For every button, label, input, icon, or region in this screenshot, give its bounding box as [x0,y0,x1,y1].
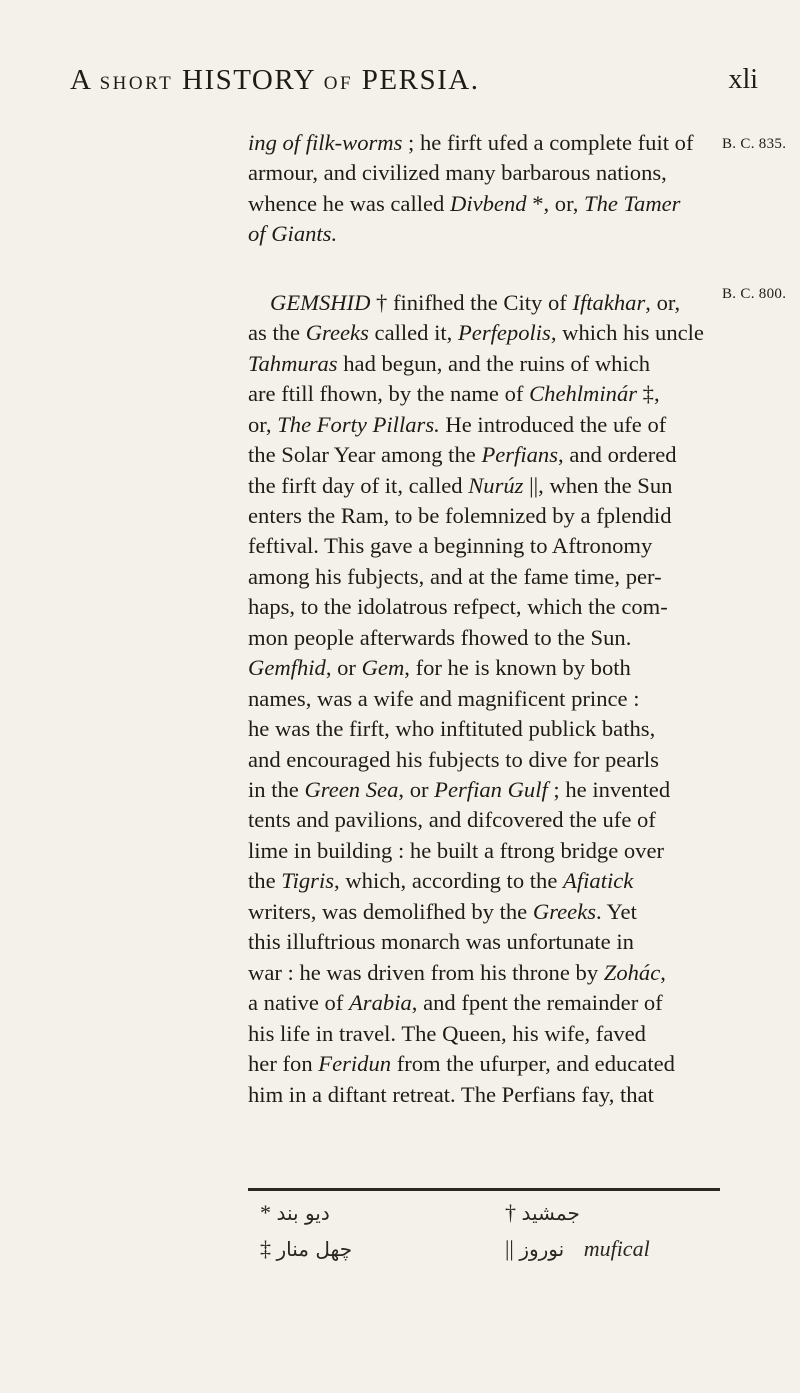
text-line: in the Green Sea, or Perfian Gulf ; he invented [248,777,671,802]
text-line: haps, to the idolatrous refpect, which the com- [248,594,668,620]
running-header [70,48,758,108]
text-line: names, was a wife and magnificent prince : [248,685,640,711]
running-title: A SHORT HISTORY OF PERSIA. [70,64,480,96]
text-line: GEMSHID † finifhed the City of Iftakhar, or, [270,289,681,315]
text-line: whence he was called Divbend *, or, The Tamer [248,190,681,216]
footnote-rule [248,1188,720,1191]
text-line: her fon Feridun from the ufurper, and educated [248,1051,675,1077]
text-line: the Tigris, which, according to the Afiatick [248,868,634,894]
page-number: xli [728,64,758,95]
text-line: of Giants. [248,221,338,247]
text-line: this illuftrious monarch was unfortunate in [248,929,634,955]
footnote-2: † جمشید [505,1200,580,1225]
text-line: armour, and civilized many barbarous nations, [248,160,667,186]
margin-date-835: B. C. 835. [722,136,787,152]
text-line: as the Greeks called it, Perfepolis, which his uncle [248,320,704,346]
text-line: writers, was demolifhed by the Greeks. Yet [248,898,637,924]
text-line: enters the Ram, to be folemnized by a fplendid [248,502,672,528]
text-line: the firft day of it, called Nurúz ||, when the Sun [248,472,673,498]
text-line: he was the firft, who inftituted publick baths, [248,716,656,742]
text-line: Gemfhid, or Gem, for he is known by both [248,655,631,681]
text-line: ing of filk-worms ; he firft ufed a complete fuit of [248,130,694,155]
text-line: or, The Forty Pillars. He introduced the ufe of [248,411,667,437]
text-line: Tahmuras had begun, and the ruins of which [248,350,651,376]
text-line: mon people afterwards fhowed to the Sun. [248,624,632,650]
text-line: among his fubjects, and at the fame time, per- [248,563,662,589]
text-line: are ftill fhown, by the name of Chehlminár ‡, [248,381,660,407]
footnote-4-note: mufical [583,1236,650,1261]
text-line: the Solar Year among the Perfians, and ordered [248,442,677,468]
text-line: tents and pavilions, and difcovered the ufe of [248,807,656,833]
text-line: war : he was driven from his throne by Zohác, [248,959,666,985]
text-line: his life in travel. The Queen, his wife, faved [248,1020,646,1046]
footnote-3: ‡ چهل منار [260,1236,353,1261]
text-line: feftival. This gave a beginning to Aftronomy [248,533,653,559]
text-line: lime in building : he built a ftrong bridge over [248,837,665,863]
footnote-1: * دیو بند [260,1200,330,1225]
text-line: and encouraged his fubjects to dive for pearls [248,746,659,772]
margin-date-800: B. C. 800. [722,286,787,302]
text-line: a native of Arabia, and fpent the remainder of [248,990,663,1016]
text-line: him in a diftant retreat. The Perfians fay, that [248,1081,654,1107]
footnote-4: || نوروز mufical [505,1236,650,1261]
